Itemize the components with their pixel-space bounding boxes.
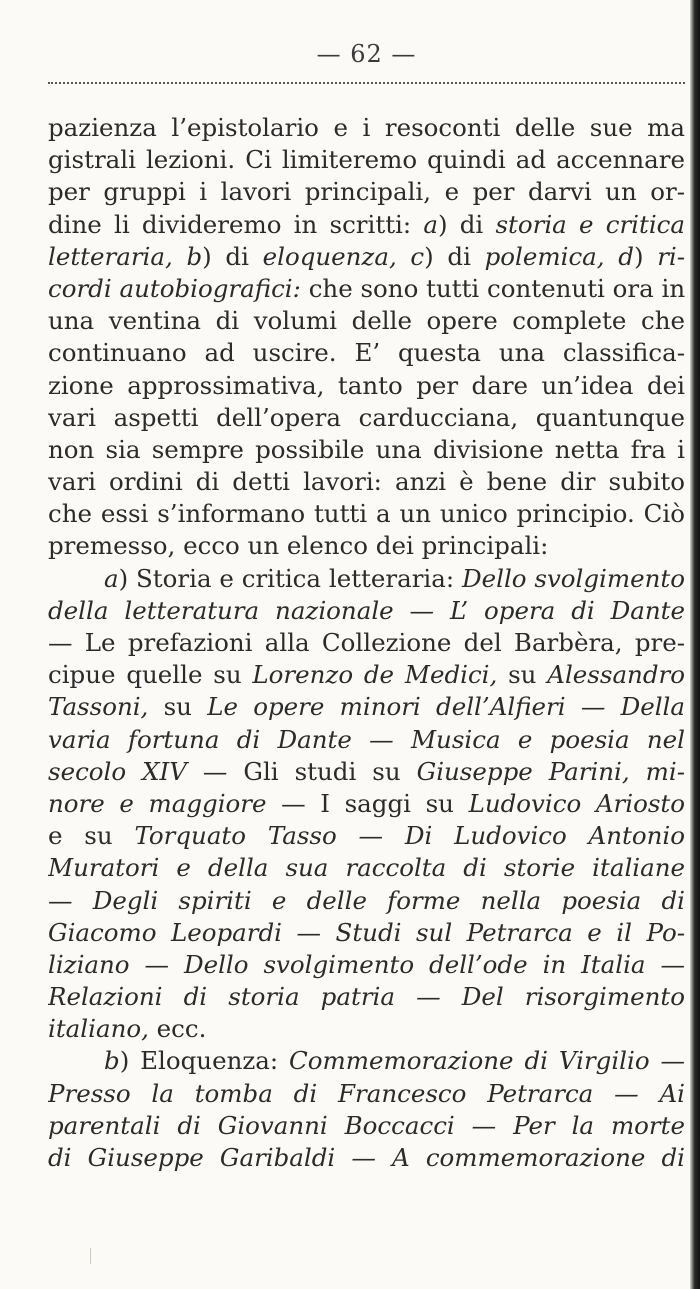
text-run: gistrali lezioni. Ci limiteremo quindi ad accennare	[48, 145, 685, 175]
italic-run: nore e maggiore	[48, 788, 267, 818]
text-run: ecc.	[148, 1014, 207, 1044]
text-run: non sia sempre possibile una divisione netta fra i	[48, 434, 685, 464]
italic-run: letteraria, b	[48, 241, 203, 271]
italic-run: Alessandro	[547, 660, 685, 690]
text-line	[48, 885, 685, 917]
text-run: zione approssimativa, tanto per dare un’idea dei	[48, 370, 685, 400]
italic-run: Le opere minori dell’Alfieri — Della	[207, 692, 685, 722]
text-line	[48, 820, 685, 852]
italic-run: parentali di Giovanni Boccacci — Per la morte	[48, 1110, 685, 1140]
text-run: ) di	[437, 209, 496, 239]
text-line	[48, 112, 685, 144]
italic-run: di Giuseppe Garibaldi — A commemorazione di	[48, 1143, 685, 1172]
text-line	[48, 466, 685, 498]
text-line	[48, 659, 685, 691]
text-line	[48, 176, 685, 208]
italic-run: Lorenzo de Medici,	[252, 660, 498, 690]
text-run: per gruppi i lavori principali, e per darvi un or-	[48, 177, 685, 207]
text-run: cipue quelle su	[48, 660, 253, 690]
text-line	[48, 949, 685, 981]
italic-run: storia e critica	[495, 209, 685, 239]
italic-run: a	[423, 209, 438, 239]
page-number: — 62 —	[316, 40, 417, 68]
margin-mark	[90, 1248, 91, 1264]
text-line	[48, 595, 685, 627]
text-line	[48, 1078, 685, 1110]
text-line	[48, 627, 685, 659]
text-run: che essi s’informano tutti a un unico principio. Ciò	[48, 499, 685, 529]
italic-run: Tassoni,	[48, 692, 149, 722]
text-line	[48, 209, 685, 241]
text-run: ) Storia e critica letteraria:	[118, 563, 462, 593]
italic-run: Giacomo Leopardi — Studi sul Petrarca e il Po-	[48, 917, 685, 947]
body-text	[48, 112, 685, 1174]
text-line	[48, 530, 685, 562]
text-line	[48, 144, 685, 176]
italic-run: cordi autobiografici:	[48, 273, 301, 303]
text-line	[48, 1045, 685, 1077]
text-run: pazienza l’epistolario e i resoconti delle sue ma	[48, 113, 685, 142]
italic-run: Giuseppe Parini, mi-	[416, 756, 685, 786]
italic-run: eloquenza, c	[262, 241, 425, 271]
text-line	[48, 563, 685, 595]
text-run: premesso, ecco un elenco dei principali:	[48, 531, 549, 561]
text-line	[48, 370, 685, 402]
text-run: )	[633, 241, 658, 271]
text-line	[48, 724, 685, 756]
text-line	[48, 241, 685, 273]
italic-run: Presso la tomba di Francesco Petrarca — Ai	[48, 1078, 685, 1108]
italic-run: varia fortuna di Dante — Musica e poesia nel	[48, 724, 685, 754]
text-line	[48, 434, 685, 466]
text-run: e su	[48, 821, 135, 851]
text-line	[48, 691, 685, 723]
text-run: su	[148, 692, 208, 722]
text-line	[48, 402, 685, 434]
italic-run: — Degli spiriti e delle forme nella poesia di	[48, 885, 685, 915]
page-edge	[690, 0, 700, 1289]
italic-run: italiano,	[48, 1014, 149, 1044]
text-run: vari ordini di detti lavori: anzi è bene dir subito	[48, 467, 685, 497]
text-run: dine li divideremo in scritti:	[48, 209, 424, 239]
italic-run: polemica, d	[484, 241, 634, 271]
italic-run: della letteratura nazionale — L’ opera di Dante	[48, 595, 685, 625]
text-run: una ventina di volumi delle opere complete che	[48, 306, 685, 336]
text-line	[48, 852, 685, 884]
text-run: — Gli studi su	[186, 756, 417, 786]
text-line	[48, 917, 685, 949]
text-run: su	[497, 660, 548, 690]
italic-run: Ludovico Ariosto	[468, 788, 685, 818]
text-line	[48, 1142, 685, 1174]
italic-run: Commemorazione di Virgilio —	[289, 1046, 685, 1076]
italic-run: a	[104, 563, 119, 593]
italic-run: secolo XIV	[48, 756, 187, 786]
italic-run: Dello svolgimento	[461, 563, 685, 593]
text-run: — I saggi su	[266, 788, 469, 818]
italic-run: b	[104, 1046, 120, 1076]
text-line	[48, 1110, 685, 1142]
text-line	[48, 498, 685, 530]
text-line	[48, 337, 685, 369]
text-run: continuano ad uscire. E’ questa una classifica-	[48, 338, 685, 368]
text-run: — Le prefazioni alla Collezione del Barbèra, pre-	[48, 628, 685, 657]
italic-run: Relazioni di storia patria — Del risorgimento	[48, 982, 685, 1012]
text-run: ) Eloquenza:	[119, 1046, 290, 1076]
text-line	[48, 273, 685, 305]
italic-run: Muratori e della sua raccolta di storie italiane	[48, 853, 685, 883]
text-line	[48, 305, 685, 337]
text-line	[48, 1013, 685, 1045]
italic-run: ri-	[657, 241, 685, 271]
header-rule	[48, 82, 685, 84]
italic-run: liziano — Dello svolgimento dell’ode in Italia —	[48, 949, 685, 979]
text-line	[48, 788, 685, 820]
text-line	[48, 756, 685, 788]
text-run: vari aspetti dell’opera carducciana, quantunque	[48, 402, 685, 432]
text-run: ) di	[424, 241, 485, 271]
italic-run: Torquato Tasso — Di Ludovico Antonio	[134, 821, 685, 851]
text-run: ) di	[202, 241, 263, 271]
text-run: che sono tutti contenuti ora in	[300, 273, 685, 303]
text-line	[48, 981, 685, 1013]
